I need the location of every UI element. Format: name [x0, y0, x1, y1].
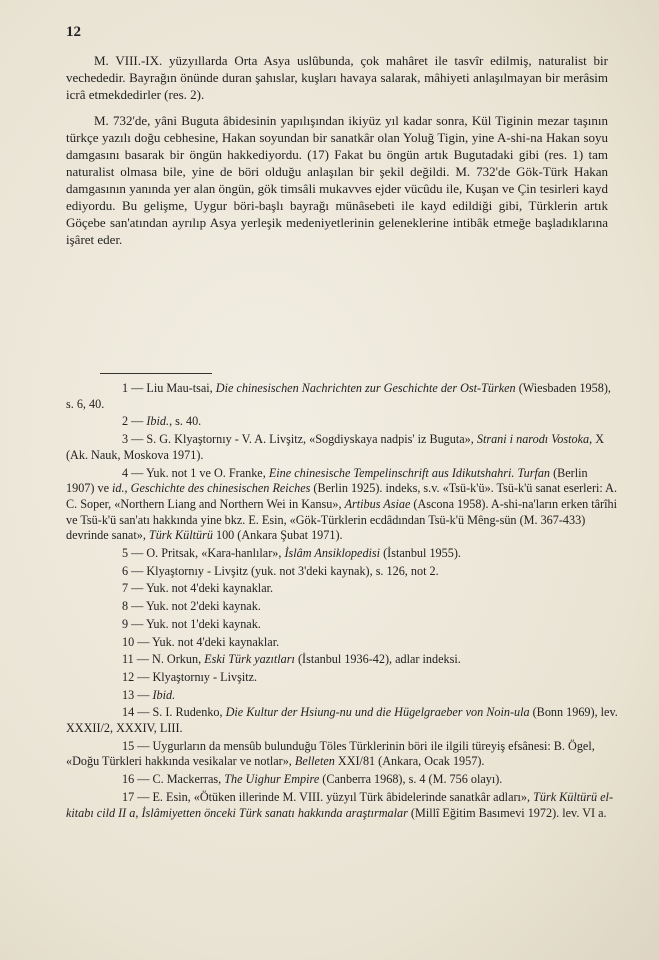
footnote-16: 16 — C. Mackerras, The Uighur Empire (Canberra 1968), s. 4 (M. 756 olayı). [66, 772, 618, 788]
footnote-6: 6 — Klyaştornıy - Livşitz (yuk. not 3'deki kaynak), s. 126, not 2. [66, 564, 618, 580]
footnote-number: 10 [122, 634, 135, 649]
footnote-text: (İstanbul 1936-42), adlar indeksi. [294, 652, 461, 667]
footnotes-list [66, 381, 618, 821]
footnote-number: 8 [122, 599, 129, 614]
footnote-text: Uygurların da mensûb bulunduğu Töles Türklerinin böri ile ilgili türeyiş efsânesi: B. Ögel, «Doğu Türkleri hakkında vesikalar ve notlar», [66, 738, 595, 769]
footnote-text: C. Mackerras, [152, 772, 225, 787]
footnote-text: O. Pritsak, «Kara-hanlılar», [146, 546, 285, 561]
footnote-separator [100, 373, 212, 374]
footnote-number: 13 [122, 687, 135, 702]
footnote-2: 2 — Ibid., s. 40. [66, 414, 618, 430]
footnote-title: The Uighur Empire [224, 772, 320, 787]
footnote-title: Türk Kültürü [148, 528, 213, 543]
footnote-text: (Canberra 1968), s. 4 (M. 756 olayı). [319, 772, 503, 787]
footnote-text: S. G. Klyaştornıy - V. A. Livşitz, «Sogdiyskaya nadpis' iz Buguta», [146, 432, 477, 447]
footnote-4: 4 — Yuk. not 1 ve O. Franke, Eine chinesische Tempelinschrift aus Idikutshahri. Turfan (Berlin 1907) ve id., Geschichte des chinesischen Reiches (Berlin 1925). indeks, s.v. «Tsü-k'ü». Tsü-k'ü sanat eserleri: A. C. Soper, «Northern Liang and Northern Wei in Kansu», Artibus Asiae (Ascona 1958). A-shi-na'ların erken târîhi ve Tsü-k'ü san'atı hakkında yine bkz. E. Esin, «Gök-Türklerin ecdâdından Tsü-k'ü Mêng-sün (M. 367-433) devrinde sanat», Türk Kültürü 100 (Ankara Şubat 1971). [66, 465, 618, 543]
footnote-15: 15 — Uygurların da mensûb bulunduğu Töles Türklerinin böri ile ilgili türeyiş efsânesi: B. Ögel, «Doğu Türkleri hakkında vesikalar ve notlar», Belleten XXI/81 (Ankara, Ocak 1957). [66, 738, 595, 769]
footnote-title: Ibid. [152, 687, 176, 702]
footnote-5: 5 — O. Pritsak, «Kara-hanlılar», İslâm Ansiklopedisi (İstanbul 1955). [66, 546, 618, 562]
footnote-text: Liu Mau-tsai, [146, 381, 216, 395]
footnote-9: 9 — Yuk. not 1'deki kaynak. [66, 617, 618, 633]
footnote-number: 12 [122, 669, 135, 684]
footnote-11: 11 — N. Orkun, Eski Türk yazıtları (İstanbul 1936-42), adlar indeksi. [66, 652, 618, 668]
footnote-7: 7 — Yuk. not 4'deki kaynaklar. [66, 581, 618, 597]
footnote-text: E. Esin, «Ötüken illerinde M. VIII. yüzyıl Türk âbidelerinde sanatkâr adları», [152, 789, 534, 804]
footnote-number: 1 [122, 381, 129, 395]
footnote-text: (Millî Eğitim Basımevi 1972). lev. VI a. [407, 805, 607, 820]
body-paragraph-1: M. VIII.-IX. yüzyıllarda Orta Asya uslûbunda, çok mahâret ile tasvîr edilmiş, naturalist bir vechededir. Bayrağın önünde duran şahıslar, kuşları havaya salarak, mâhiyeti anlaşılmayan bir merâsim icrâ etmekdedirler (res. 2). [66, 53, 608, 102]
footnote-number: 3 [122, 432, 129, 447]
footnote-text: XXI/81 (Ankara, Ocak 1957). [334, 754, 485, 769]
footnote-17: 17 — E. Esin, «Ötüken illerinde M. VIII. yüzyıl Türk âbidelerinde sanatkâr adları», Türk Kültürü el-kitabı cild II a, İslâmiyetten önceki Türk sanatı hakkında araştırmalar (Millî Eğitim Basımevi 1972). lev. VI a. [66, 789, 614, 820]
footnote-title: Eine chinesische Tempelinschrift aus Idikutshahri. Turfan [268, 465, 551, 480]
body-paragraph-2: M. 732'de, yâni Buguta âbidesinin yapılışından ikiyüz yıl kadar sonra, Kül Tiginin mezar taşının türkçe yazılı doğu cebhesine, Hakan soyundan bir sanatkâr olan Yoluğ Tigin, yine A-shi-na Hakan soyu damgasını basarak bir öngün hakkediyordu. (17) Fakat bu öngün artık Bugutadaki gibi (res. 1) tam naturalist olmasa bile, yine de böri olduğu anlaşılan bir şekil değildi. M. 732'de Gök-Türk Hakan damgasının yanında yer alan öngün, gök timsâli mukavves ejder vücûdu ile, Kuşan ve Çin tesirleri kayd ediyordu. Bu gelişme, Uygur böri-başlı bayrağı münâsebeti ile kayd edildiği gibi, Türklerin artık Göçebe san'atından ayrılıp Asya yerleşik medeniyetlerinin geleneklerine intibâk etmeğe başladıklarına işâret eder. [66, 113, 608, 247]
footnote-8: 8 — Yuk. not 2'deki kaynak. [66, 599, 618, 615]
footnote-title: Artibus Asiae [344, 496, 411, 511]
footnote-text: 100 (Ankara Şubat 1971). [212, 528, 343, 543]
footnote-number: 7 [122, 581, 129, 596]
footnote-13: 13 — Ibid. [66, 688, 618, 704]
footnote-title: Die Kultur der Hsiung-nu und die Hügelgraeber von Noin-ula [225, 705, 530, 720]
footnote-title: id., Geschichte des chinesischen Reiches [112, 481, 311, 496]
footnote-3: 3 — S. G. Klyaştornıy - V. A. Livşitz, «Sogdiyskaya nadpis' iz Buguta», Strani i narodı Vostoka, X (Ak. Nauk, Moskova 1971). [66, 432, 605, 462]
footnote-text: , s. 40. [169, 414, 202, 429]
footnote-title: Ibid. [146, 414, 170, 429]
footnote-number: 9 [122, 616, 129, 631]
footnote-number: 4 [122, 465, 129, 480]
footnote-text: Klyaştornıy - Livşitz (yuk. not 3'deki kaynak), s. 126, not 2. [146, 563, 439, 578]
footnote-number: 14 [122, 705, 135, 720]
footnote-text: (Wiesbaden 1958), s. 6, 40. [66, 381, 611, 411]
page-number: 12 [66, 24, 81, 40]
footnote-text: (Berlin 1925). indeks, s.v. «Tsü-k'ü». Tsü-k'ü sanat eserleri: A. C. Soper, «Northern Liang and Northern Wei in Kansu», [66, 481, 618, 511]
footnote-title: Eski Türk yazıtları [204, 652, 295, 667]
footnote-10: 10 — Yuk. not 4'deki kaynaklar. [66, 635, 618, 651]
footnote-text: Yuk. not 2'deki kaynak. [145, 599, 261, 614]
footnote-text: Yuk. not 1 ve O. Franke, [145, 465, 269, 480]
footnote-14: 14 — S. I. Rudenko, Die Kultur der Hsiung-nu und die Hügelgraeber von Noin-ula (Bonn 1969), lev. XXXII/2, XXXIV, LIII. [66, 705, 618, 736]
footnote-text: (Berlin 1907) ve [66, 465, 588, 496]
footnote-title: Belleten [294, 754, 335, 769]
footnote-1: 1 — Liu Mau-tsai, Die chinesischen Nachrichten zur Geschichte der Ost-Türken (Wiesbaden 1958), s. 6, 40. [66, 381, 611, 411]
footnote-text: (İstanbul 1955). [380, 546, 461, 561]
footnote-text: (Bonn 1969), lev. XXXII/2, XXXIV, LIII. [66, 705, 618, 736]
footnote-title: İslâm Ansiklopedisi [284, 546, 381, 561]
footnote-number: 15 [122, 738, 135, 753]
footnote-number: 16 [122, 772, 135, 787]
footnote-number: 11 [122, 652, 134, 667]
footnote-text: Yuk. not 4'deki kaynaklar. [145, 581, 274, 596]
footnote-number: 17 [122, 789, 135, 804]
footnote-text: Yuk. not 1'deki kaynak. [145, 616, 261, 631]
footnote-number: 6 [122, 563, 129, 578]
footnote-text: Yuk. not 4'deki kaynaklar. [152, 634, 280, 649]
footnote-title: Die chinesischen Nachrichten zur Geschichte der Ost-Türken [215, 381, 516, 395]
footnote-12: 12 — Klyaştornıy - Livşitz. [66, 670, 618, 686]
footnote-text: S. I. Rudenko, [152, 705, 226, 720]
footnote-text: , X (Ak. Nauk, Moskova 1971). [66, 432, 605, 462]
footnote-number: 2 [122, 414, 129, 429]
footnote-text: Klyaştornıy - Livşitz. [152, 669, 258, 684]
footnote-text: N. Orkun, [152, 652, 205, 667]
footnote-text: (Ascona 1958). A-shi-na'ların erken târîhi ve Tsü-k'ü san'atı hakkında yine bkz. E. Esin, «Gök-Türklerin ecdâdından Tsü-k'ü Mêng-sün (M. 367-433) devrinde sanat», [66, 496, 617, 543]
footnote-title: Strani i narodı Vostoka [476, 432, 590, 447]
footnote-number: 5 [122, 546, 129, 561]
footnote-title: Türk Kültürü el-kitabı cild II a, İslâmiyetten önceki Türk sanatı hakkında araştırmalar [66, 789, 614, 820]
body-text [66, 52, 608, 248]
